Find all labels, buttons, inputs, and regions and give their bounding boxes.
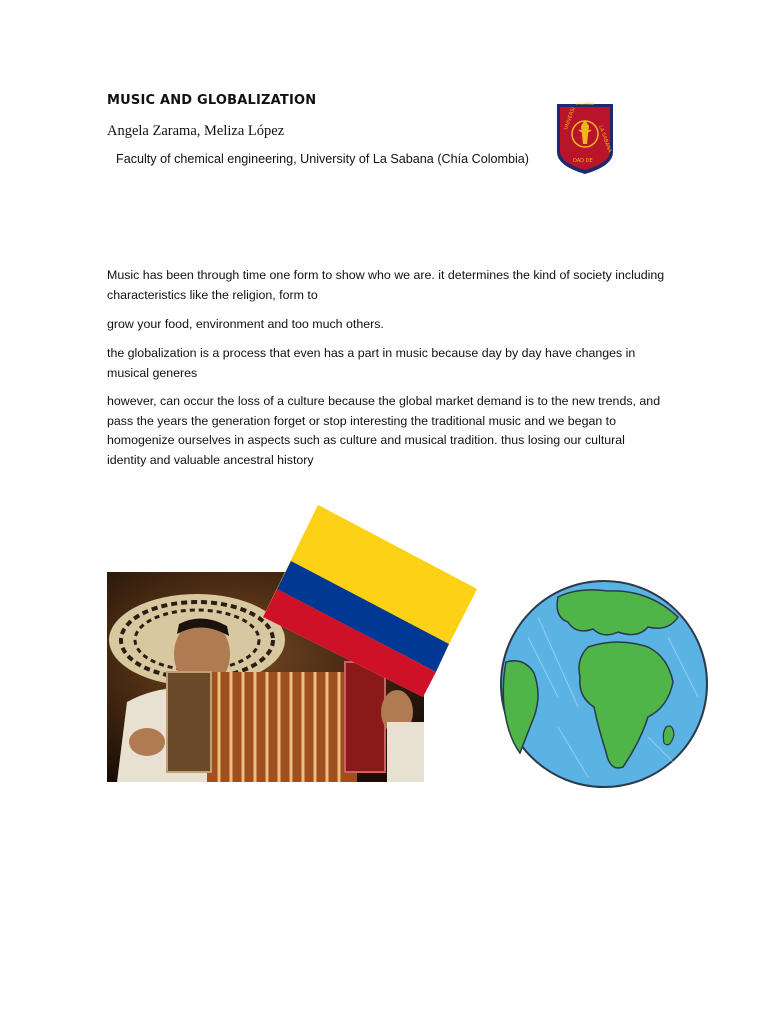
earth-globe-illustration: [498, 577, 710, 791]
university-crest-logo: [555, 100, 615, 176]
svg-text:DAD DE: DAD DE: [573, 158, 593, 164]
paragraph-4: however, can occur the loss of a culture because the global market demand is to the new trends, and pass the years the generation forget or stop interesting the traditional music and we began to homogenize ourselves in aspects such as culture and musical tradition. thus losing our cultural identity and valuable ancestral history: [107, 394, 661, 467]
document-title: MUSIC AND GLOBALIZATION: [107, 93, 317, 108]
paragraph-2: grow your food, environment and too much others.: [107, 317, 384, 331]
svg-text:COLOMBIA: COLOMBIA: [575, 102, 595, 106]
paragraph-1: Music has been through time one form to show who we are. it determines the kind of society including characteristics like the religion, form to: [107, 268, 665, 302]
affiliation: Faculty of chemical engineering, University of La Sabana (Chía Colombia): [116, 152, 529, 166]
svg-text:UNIVERSI: UNIVERSI: [563, 106, 577, 131]
svg-text:LA SABANA: LA SABANA: [597, 124, 613, 154]
authors: Angela Zarama, Meliza López: [107, 123, 285, 139]
colombian-flag-image: [263, 505, 477, 697]
paragraph-3: the globalization is a process that even has a part in music because day by day have changes in musical generes: [107, 346, 636, 380]
